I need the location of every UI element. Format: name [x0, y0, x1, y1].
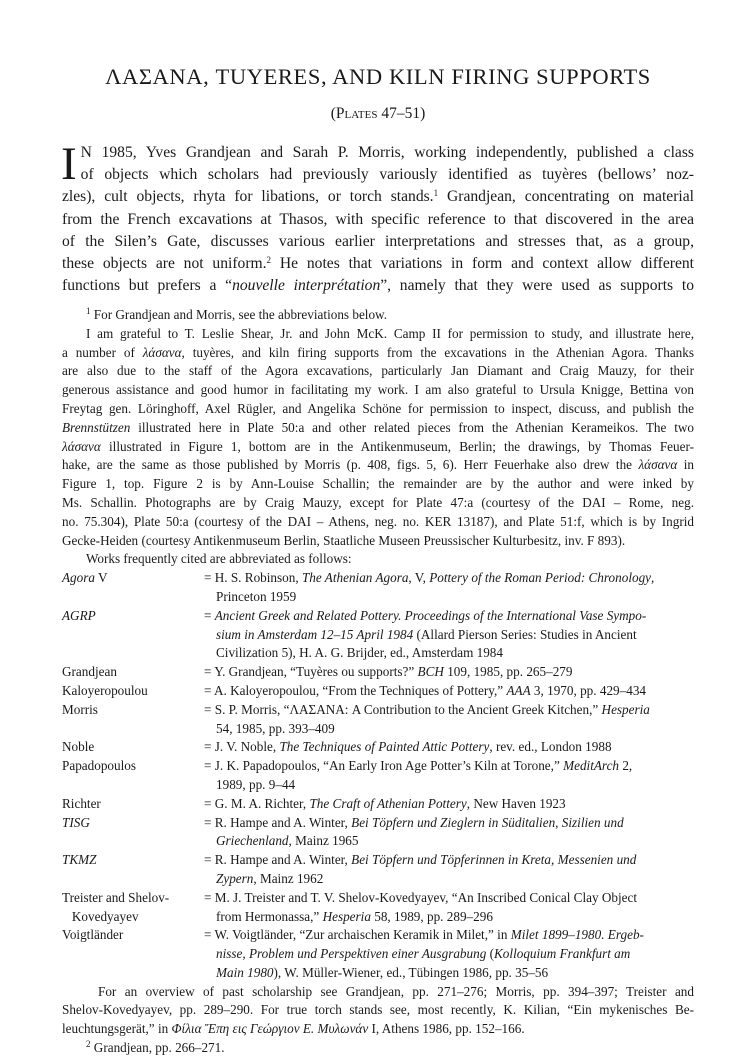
body-line: functions but prefers a “nouvelle interprétation”, namely that they were used as supports to	[62, 277, 694, 295]
abbreviation-key: TKMZ	[62, 852, 97, 868]
abbreviation-key: Agora V	[62, 570, 108, 586]
abbreviation-citation: = S. P. Morris, “ΛΑΣΑΝΑ: A Contribution to the Ancient Greek Kitchen,” Hesperia 54, 1985, pp. 393–409	[204, 701, 650, 736]
footnote-ref: 1	[433, 188, 439, 199]
abbreviation-key: Kaloyeropoulou	[62, 682, 148, 698]
abbreviation-citation: = Ancient Greek and Related Pottery. Proceedings of the International Vase Sympo- sium in Amsterdam 12–15 April 1984 (Allard Pierson Series: Studies in Ancient Civilization 5), H. A. G. Brijder, ed., Amsterdam 1984	[204, 607, 647, 661]
body-line: of the Silen’s Gate, discusses various earlier interpretations and stresses that, as a group,	[62, 232, 694, 250]
abbreviation-key: Treister and Shelov- Kovedyayev	[62, 889, 170, 924]
body-line: these objects are not uniform.$^2$ He notes that variations in form and context allow different	[62, 254, 694, 272]
drop-cap: I	[61, 138, 77, 190]
abbreviation-citation: = J. K. Papadopoulos, “An Early Iron Age Potter’s Kiln at Torone,” MeditArch 2, 1989, pp. 9–44	[204, 758, 633, 792]
abbreviation-citation: = Y. Grandjean, “Tuyères ou supports?” BCH 109, 1985, pp. 265–279	[204, 664, 573, 680]
abbreviation-citation: = G. M. A. Richter, The Craft of Athenian Pottery, New Haven 1923	[204, 795, 566, 811]
abbreviation-citation: = M. J. Treister and T. V. Shelov-Kovedyayev, “An Inscribed Conical Clay Object from Hermonassa,” Hesperia 58, 1989, pp. 289–296	[204, 889, 638, 924]
footnote-1: $^1$ For Grandjean and Morris, see the abbreviations below.	[86, 306, 388, 322]
plates-reference: (Plates 47–51)	[330, 105, 426, 122]
body-line: zles), cult objects, rhyta for libations, or torch stands.$^1$ Grandjean, concentrating on material	[62, 188, 695, 206]
footnotes	[62, 306, 694, 1058]
abbreviation-citation: = R. Hampe and A. Winter, Bei Töpfern und Töpferinnen in Kreta, Messenien und Zypern, Mainz 1962	[204, 852, 637, 886]
abbreviation-citation: = R. Hampe and A. Winter, Bei Töpfern und Zieglern in Süditalien, Sizilien und Griechenland, Mainz 1965	[204, 814, 624, 849]
body-line: of objects which scholars had previously variously identified as tuyères (bellows’ noz-	[80, 166, 694, 184]
abbreviation-key: Morris	[62, 701, 98, 717]
abbreviation-key: Papadopoulos	[62, 758, 136, 774]
body-paragraph	[61, 138, 695, 297]
abbreviation-citation: = W. Voigtländer, “Zur archaischen Keramik in Milet,” in Milet 1899–1980. Ergeb- nisse, Problem und Perspektiven einer Ausgrabung (Kolloquium Frankfurt am Main 1980), W. Müller-Wiener, ed., Tübingen 1986, pp. 35–56	[204, 927, 644, 980]
acknowledgements: I am grateful to T. Leslie Shear, Jr. and John McK. Camp II for permission to study, and illustrate here, a number of λάσανα, tuyères, and kiln firing supports from the excavations in the Athenian Agora. Thanks are also due to the staff of the Agora excavations, particularly Jan Diamant and Craig Mauzy, for their generous assistance and good humor in facilitating my work. I am also grateful to Ursula Knigge, Bettina von Freytag gen. Löringhoff, Axel Rügler, and Angelika Schöne for permission to inspect, discuss, and publish the Brennstützen illustrated here in Plate 50:a and other related pieces from the Athenian Kerameikos. The two λάσανα illustrated in Figure 1, bottom are in the Antikenmuseum, Berlin; the drawings, by Thomas Feuer- hake, are the same as those published by Morris (p. 408, figs. 5, 6). Herr Feuerhake also drew the λάσανα in Figure 1, top. Figure 2 is by Ann-Louise Schallin; the remainder are by the author and were inked by Ms. Schallin. Photographs are by Craig Mauzy, except for Plate 47:a (courtesy of the DAI – Rome, neg. no. 75.304), Plate 50:a (courtesy of the DAI – Athens, neg. no. KER 13187), and Plate 51:f, which is by Ingrid Gecke-Heiden (courtesy Antikenmuseum Berlin, Staatliche Museen Preussischer Kulturbesitz, inv. F 893).	[62, 325, 694, 548]
body-line: N 1985, Yves Grandjean and Sarah P. Morris, working independently, published a class	[80, 144, 694, 161]
abbreviation-key: AGRP	[62, 607, 96, 623]
abbreviation-key: Voigtländer	[62, 927, 124, 943]
abbreviation-key: TISG	[62, 814, 90, 830]
abbreviation-list	[62, 569, 694, 983]
footnote-ref: 2	[266, 254, 272, 265]
abbreviation-citation: = A. Kaloyeropoulou, “From the Techniques of Pottery,” AAA 3, 1970, pp. 429–434	[204, 682, 647, 698]
overview-note: For an overview of past scholarship see Grandjean, pp. 271–276; Morris, pp. 394–397; Treister and Shelov-Kovedyayev, pp. 289–290. For true torch stands see, most recently, K. Kilian, “Ein mykenisches Be- leuchtungsgerät,” in Φίλια Ἔπη εις Γεώργιον Ε. Μυλωνάν I, Athens 1986, pp. 152–166.	[62, 983, 694, 1037]
abbreviation-key: Richter	[62, 795, 101, 811]
abbreviation-key: Noble	[62, 739, 95, 755]
body-line: from the French excavations at Thasos, with specific reference to that discovered in the area	[62, 210, 694, 228]
works-intro: Works frequently cited are abbreviated as follows:	[86, 551, 352, 567]
abbreviation-citation: = J. V. Noble, The Techniques of Painted Attic Pottery, rev. ed., London 1988	[204, 739, 612, 755]
article-title: ΛΑΣΑΝΑ, TUYERES, AND KILN FIRING SUPPORTS	[105, 64, 651, 89]
abbreviation-citation: = H. S. Robinson, The Athenian Agora, V, Pottery of the Roman Period: Chronology, Princeton 1959	[204, 570, 655, 604]
abbreviation-key: Grandjean	[62, 664, 117, 680]
footnote-2: $^2$ Grandjean, pp. 266–271.	[86, 1039, 225, 1056]
